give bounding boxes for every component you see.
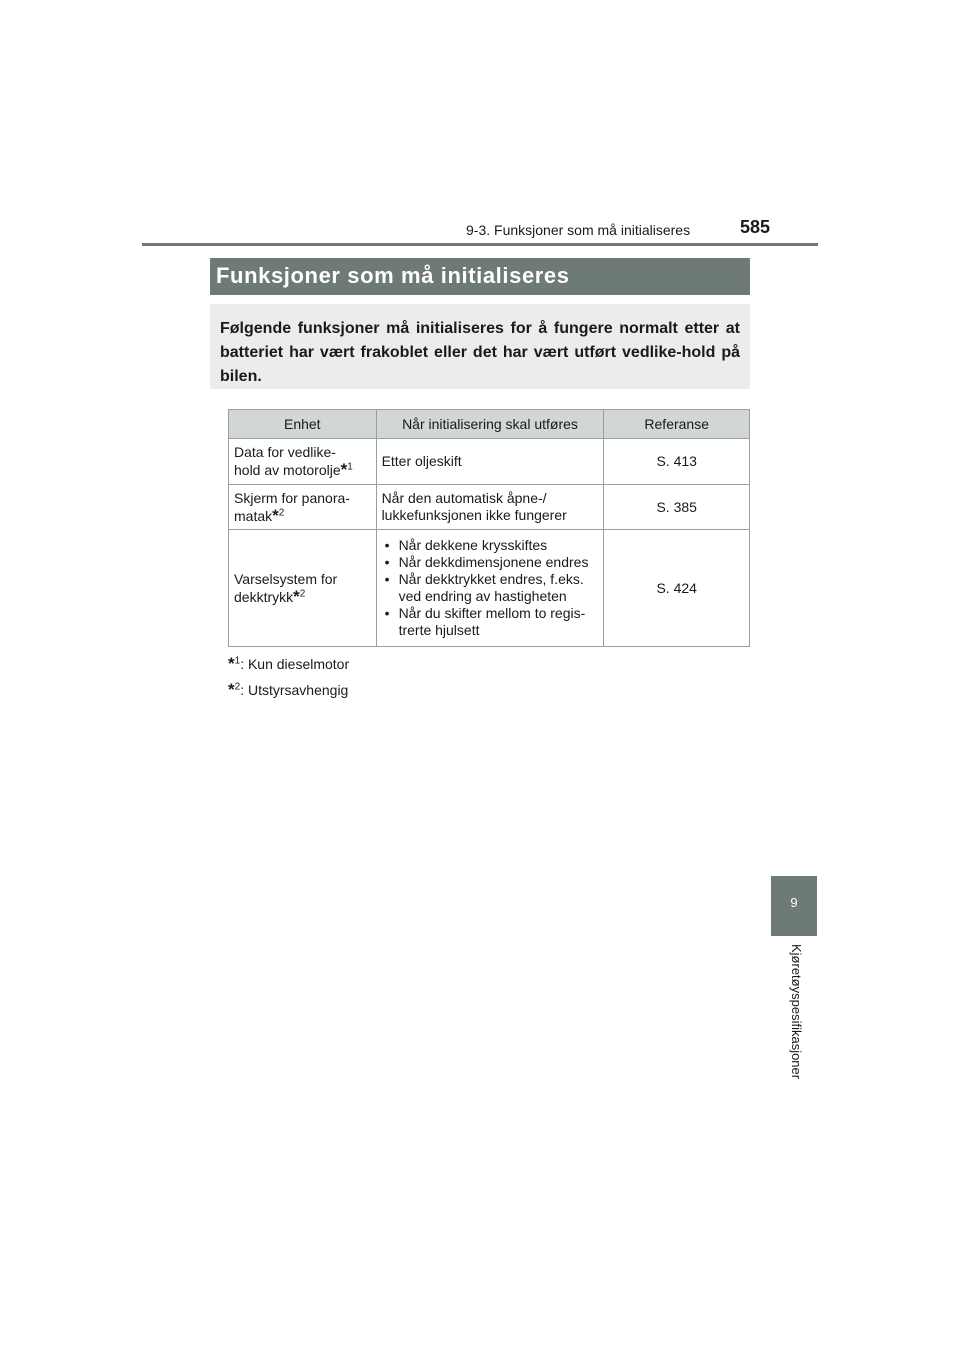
- list-item: • Når du skifter mellom to regis-trerte hjulsett: [382, 605, 599, 639]
- column-header-reference: Referanse: [604, 410, 750, 439]
- cell-reference: S. 413: [604, 439, 750, 485]
- header-rule: [142, 243, 818, 246]
- page-number: 585: [740, 217, 771, 237]
- page-title: Funksjoner som må initialiseres: [216, 263, 570, 288]
- footnote-2: [228, 680, 348, 700]
- footnote-asterisk: *: [272, 505, 279, 525]
- cell-when: [376, 530, 604, 647]
- condition-list: [382, 537, 599, 639]
- intro-text: Følgende funksjoner må initialiseres for å fungere normalt etter at batteriet har vært frakoblet eller det har vært utført vedlike-hold på bilen.: [220, 320, 740, 385]
- cell-unit: [229, 485, 377, 530]
- footnote-asterisk: *: [293, 586, 300, 606]
- footnote-number: 2: [234, 681, 241, 693]
- page-title-band: [210, 258, 750, 295]
- cell-unit: [229, 530, 377, 647]
- unit-line: matak*$^2$: [234, 505, 285, 525]
- chapter-number: 9: [790, 895, 798, 910]
- column-header-unit: Enhet: [229, 410, 377, 439]
- unit-line: dekktrykk*$^2$: [234, 586, 306, 606]
- table-row: [229, 485, 750, 530]
- footnote-asterisk: *: [228, 654, 235, 673]
- footnote-asterisk: *: [340, 460, 348, 479]
- footnote-text: : Utstyrsavhengig: [240, 682, 349, 698]
- initialization-table: [228, 409, 750, 647]
- unit-line: Varselsystem for: [234, 570, 338, 587]
- unit-line: Data for vedlike-: [234, 444, 336, 460]
- cell-when: Når den automatisk åpne-/ lukkefunksjonen ikke fungerer: [376, 485, 604, 530]
- unit-line: hold av motorolje*$^1$: [234, 460, 353, 479]
- list-item: • Når dekkene krysskiftes: [382, 537, 599, 554]
- list-item: • Når dekkdimensjonene endres: [382, 554, 599, 571]
- table-header-row: [229, 410, 750, 439]
- footnote-number: 1: [234, 655, 241, 667]
- unit-line: Skjerm for panora-: [234, 489, 350, 506]
- list-item: • Når dekktrykket endres, f.eks. ved endring av hastigheten: [382, 571, 599, 605]
- chapter-tab: [771, 876, 817, 936]
- cell-reference: S. 424: [604, 530, 750, 647]
- cell-unit: [229, 439, 377, 485]
- section-title: 9-3. Funksjoner som må initialiseres: [466, 222, 691, 238]
- chapter-label: Kjøretøyspesifikasjoner: [789, 944, 804, 1080]
- footnote-number: 2: [299, 587, 306, 599]
- footnote-asterisk: *: [228, 680, 235, 699]
- footnote-number: 1: [347, 461, 353, 473]
- column-header-when: Når initialisering skal utføres: [376, 410, 604, 439]
- table-row: [229, 439, 750, 485]
- cell-when: Etter oljeskift: [376, 439, 604, 485]
- footnote-text: : Kun dieselmotor: [240, 656, 350, 672]
- footnote-1: [228, 654, 349, 674]
- intro-box: [210, 304, 750, 389]
- footnote-number: 2: [278, 506, 285, 518]
- table-row: [229, 530, 750, 647]
- cell-reference: S. 385: [604, 485, 750, 530]
